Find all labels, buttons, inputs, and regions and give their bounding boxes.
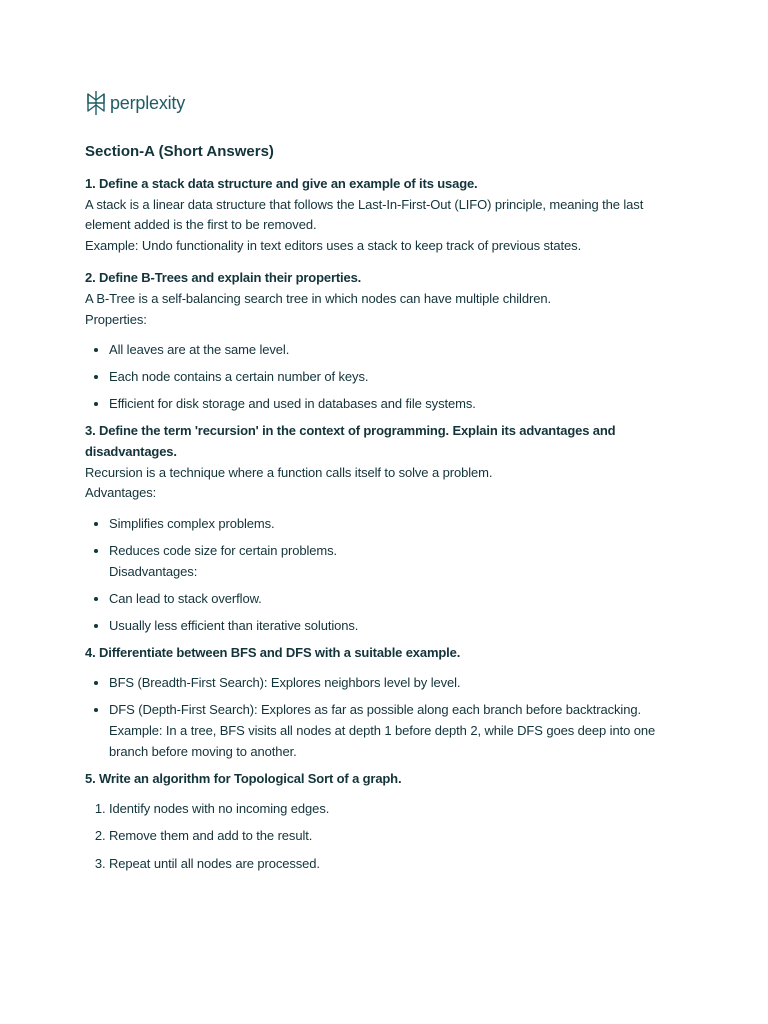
section-title: Section-A (Short Answers) bbox=[85, 143, 274, 160]
list-item: 2. Remove them and add to the result. bbox=[109, 826, 684, 847]
list-item: • Each node contains a certain number of keys. bbox=[109, 367, 684, 388]
question-3-list bbox=[85, 514, 684, 636]
list-item: • Efficient for disk storage and used in databases and file systems. bbox=[109, 394, 684, 415]
question-5-steps bbox=[85, 799, 684, 874]
question-1-title: 1. Define a stack data structure and give an example of its usage. bbox=[85, 176, 478, 191]
list-item: 3. Repeat until all nodes are processed. bbox=[109, 854, 684, 875]
question-4-list bbox=[85, 673, 684, 762]
question-2-answer: A B-Tree is a self-balancing search tree in which nodes can have multiple children. bbox=[85, 290, 551, 306]
question-1 bbox=[85, 174, 684, 256]
question-4 bbox=[85, 643, 684, 762]
question-5-title: 5. Write an algorithm for Topological Sort of a graph. bbox=[85, 770, 402, 786]
list-item bbox=[109, 541, 684, 582]
list-item: • Simplifies complex problems. bbox=[109, 514, 684, 535]
question-1-answer: A stack is a linear data structure that follows the Last-In-First-Out (LIFO) principle, meaning the last element added is the first to be removed. bbox=[85, 196, 644, 233]
logo-text: perplexity bbox=[110, 92, 186, 113]
question-1-example: Example: Undo functionality in text editors uses a stack to keep track of previous states. bbox=[85, 237, 582, 253]
list-item: • BFS (Breadth-First Search): Explores neighbors level by level. bbox=[109, 673, 684, 694]
question-4-example: Example: In a tree, BFS visits all nodes at depth 1 before depth 2, while DFS goes deep into one branch before moving to another. bbox=[109, 723, 656, 759]
list-item: • Can lead to stack overflow. bbox=[109, 589, 684, 610]
question-2-properties-label: Properties: bbox=[85, 311, 147, 327]
question-2 bbox=[85, 268, 684, 415]
question-5 bbox=[85, 769, 684, 874]
logo bbox=[85, 90, 684, 116]
list-item: 1. Identify nodes with no incoming edges. bbox=[109, 799, 684, 820]
question-3 bbox=[85, 421, 684, 636]
disadvantages-label: Disadvantages: bbox=[109, 563, 198, 579]
question-3-answer: Recursion is a technique where a function calls itself to solve a problem. bbox=[85, 464, 493, 480]
perplexity-logo-icon bbox=[85, 90, 107, 116]
question-3-title: 3. Define the term 'recursion' in the context of programming. Explain its advantages and disadvantages. bbox=[85, 423, 616, 460]
list-item: • Usually less efficient than iterative solutions. bbox=[109, 616, 684, 637]
question-4-title: 4. Differentiate between BFS and DFS with a suitable example. bbox=[85, 644, 461, 660]
question-2-title: 2. Define B-Trees and explain their properties. bbox=[85, 270, 362, 286]
list-item-text: DFS (Depth-First Search): Explores as far as possible along each branch before backtracking. bbox=[109, 702, 641, 718]
question-3-advantages-label: Advantages: bbox=[85, 485, 157, 501]
question-2-properties-list bbox=[85, 340, 684, 415]
list-item: • All leaves are at the same level. bbox=[109, 340, 684, 361]
list-item bbox=[109, 700, 684, 762]
list-item-text: Reduces code size for certain problems. bbox=[109, 542, 338, 558]
